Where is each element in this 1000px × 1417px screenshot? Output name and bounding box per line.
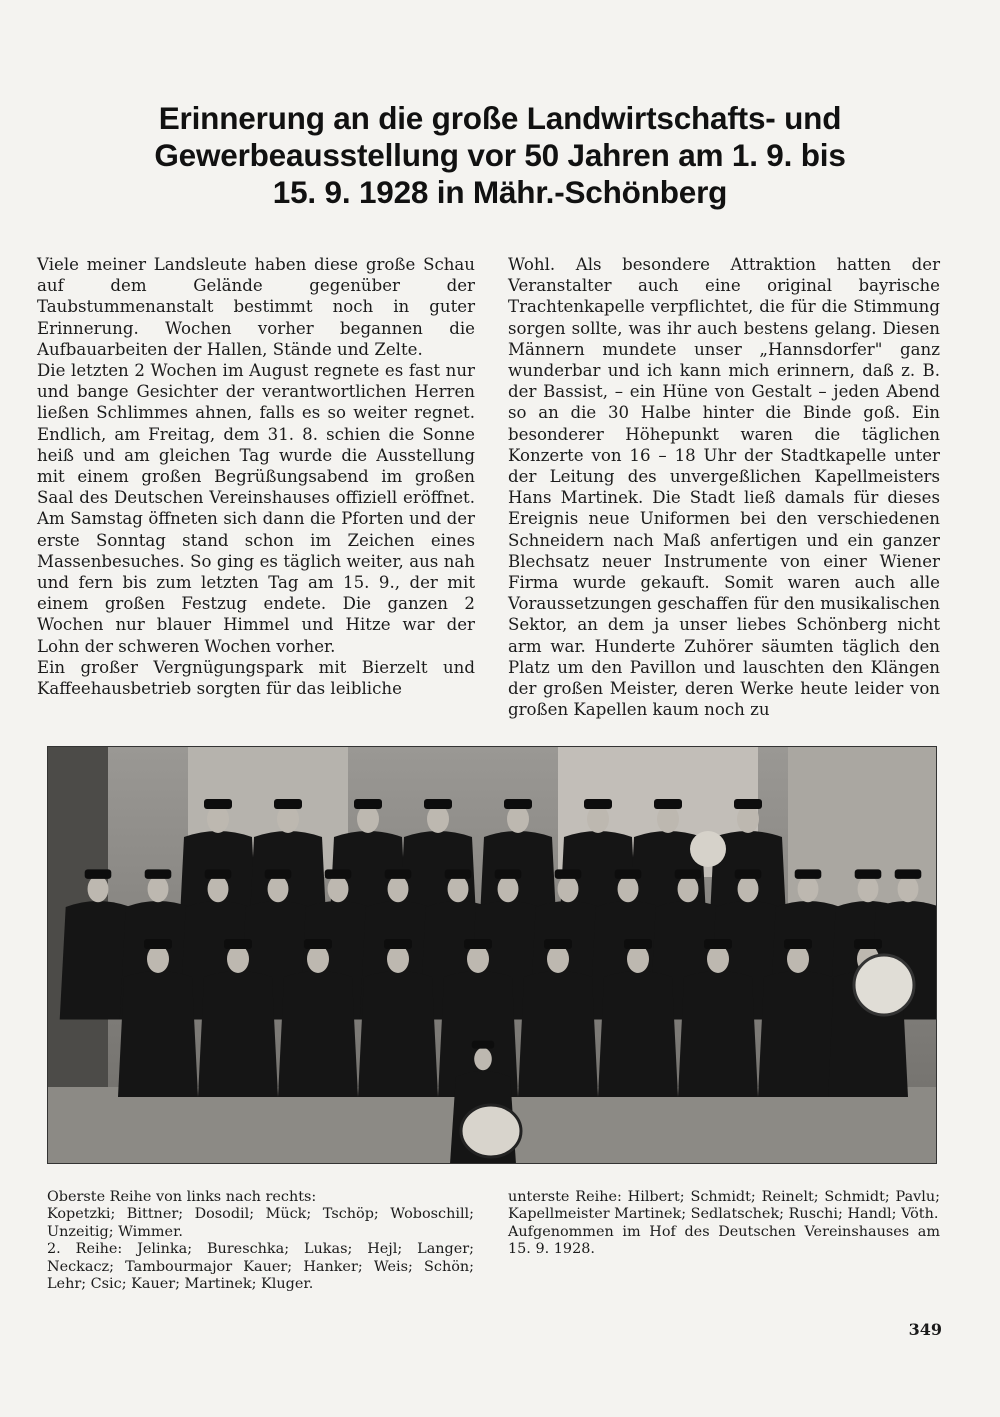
caption-line: Oberste Reihe von links nach rechts: bbox=[47, 1189, 317, 1205]
caption-line: Aufgenommen im Hof des Deutschen Vereinshauses am 15. 9. 1928. bbox=[508, 1223, 940, 1258]
title-line-3: 15. 9. 1928 in Mähr.-Schönberg bbox=[272, 174, 728, 210]
photo-caption-right bbox=[508, 1189, 940, 1259]
caption-line: Kopetzki; Bittner; Dosodil; Mück; Tschöp; Woboschill; Unzeitig; Wimmer. bbox=[47, 1206, 474, 1240]
band-group-photo bbox=[47, 746, 937, 1164]
article-column-left bbox=[37, 254, 475, 699]
title-line-2: Gewerbeausstellung vor 50 Jahren am 1. 9. bis bbox=[154, 137, 846, 173]
photo-caption-left bbox=[47, 1189, 474, 1293]
paragraph: Wohl. Als besondere Attraktion hatten der Veranstalter auch eine original bayrische Trachtenkapelle verpflichtet, die für die Stimmung sorgen sollte, was ihr auch bestens gelang. Diesen Männern mundete unser „Hannsdorfer" ganz wunderbar und ich kann mich erinnern, daß z. B. der Bassist, – ein Hüne von Gestalt – jeden Abend so an die 30 Halbe hinter die Binde goß. Ein besonderer Höhepunkt waren die täglichen Konzerte von 16 – 18 Uhr der Stadtkapelle unter der Leitung des unvergeßlichen Kapellmeisters Hans Martinek. Die Stadt ließ damals für dieses Ereignis neue Uniformen bei den verschiedenen Schneidern nach Maß anfertigen und ein ganzer Blechsatz neuer Instrumente von einer Wiener Firma wurde gekauft. Somit waren auch alle Voraussetzungen geschaffen für den musikalischen Sektor, an dem ja unser liebes Schönberg nicht arm war. Hunderte Zuhörer säumten täglich den Platz um den Pavillon und lauschten den Klängen der großen Meister, deren Werke heute leider von großen Kapellen kaum noch zu bbox=[508, 255, 940, 720]
caption-line: unterste Reihe: Hilbert; Schmidt; Reinelt; Schmidt; Pavlu; Kapellmeister Martinek; Sedlatschek; Ruschi; Handl; Vöth. bbox=[508, 1189, 940, 1223]
page-number: 349 bbox=[908, 1320, 942, 1339]
paragraph: Ein großer Vergnügungspark mit Bierzelt und Kaffeehausbetrieb sorgten für das leibliche bbox=[37, 657, 475, 699]
article-title bbox=[60, 100, 940, 211]
title-line-1: Erinnerung an die große Landwirtschafts- und bbox=[158, 100, 842, 136]
paragraph: Die letzten 2 Wochen im August regnete es fast nur und bange Gesichter der verantwortlichen Herren ließen Schlimmes ahnen, falls es so weiter regnet. Endlich, am Freitag, dem 31. 8. schien die Sonne heiß und am gleichen Tag wurde die Ausstellung mit einem großen Begrüßungsabend im großen Saal des Deutschen Vereinshauses offiziell eröffnet. Am Samstag öffneten sich dann die Pforten und der erste Sonntag stand schon im Zeichen eines Massenbesuches. So ging es täglich weiter, aus nah und fern bis zum letzten Tag am 15. 9., der mit einem großen Festzug endete. Die ganzen 2 Wochen nur blauer Himmel und Hitze war der Lohn der schweren Wochen vorher. bbox=[37, 361, 475, 656]
article-column-right bbox=[508, 254, 940, 720]
caption-line: 2. Reihe: Jelinka; Bureschka; Lukas; Hejl; Langer; Neckacz; Tambourmajor Kauer; Hanker; Weis; Schön; Lehr; Csic; Kauer; Martinek; Kluger. bbox=[47, 1241, 474, 1293]
paragraph: Viele meiner Landsleute haben diese große Schau auf dem Gelände gegenüber der Taubstummenanstalt bestimmt noch in guter Erinnerung. Wochen vorher begannen die Aufbauarbeiten der Hallen, Stände und Zelte. bbox=[37, 255, 475, 359]
photo-image bbox=[48, 747, 936, 1163]
